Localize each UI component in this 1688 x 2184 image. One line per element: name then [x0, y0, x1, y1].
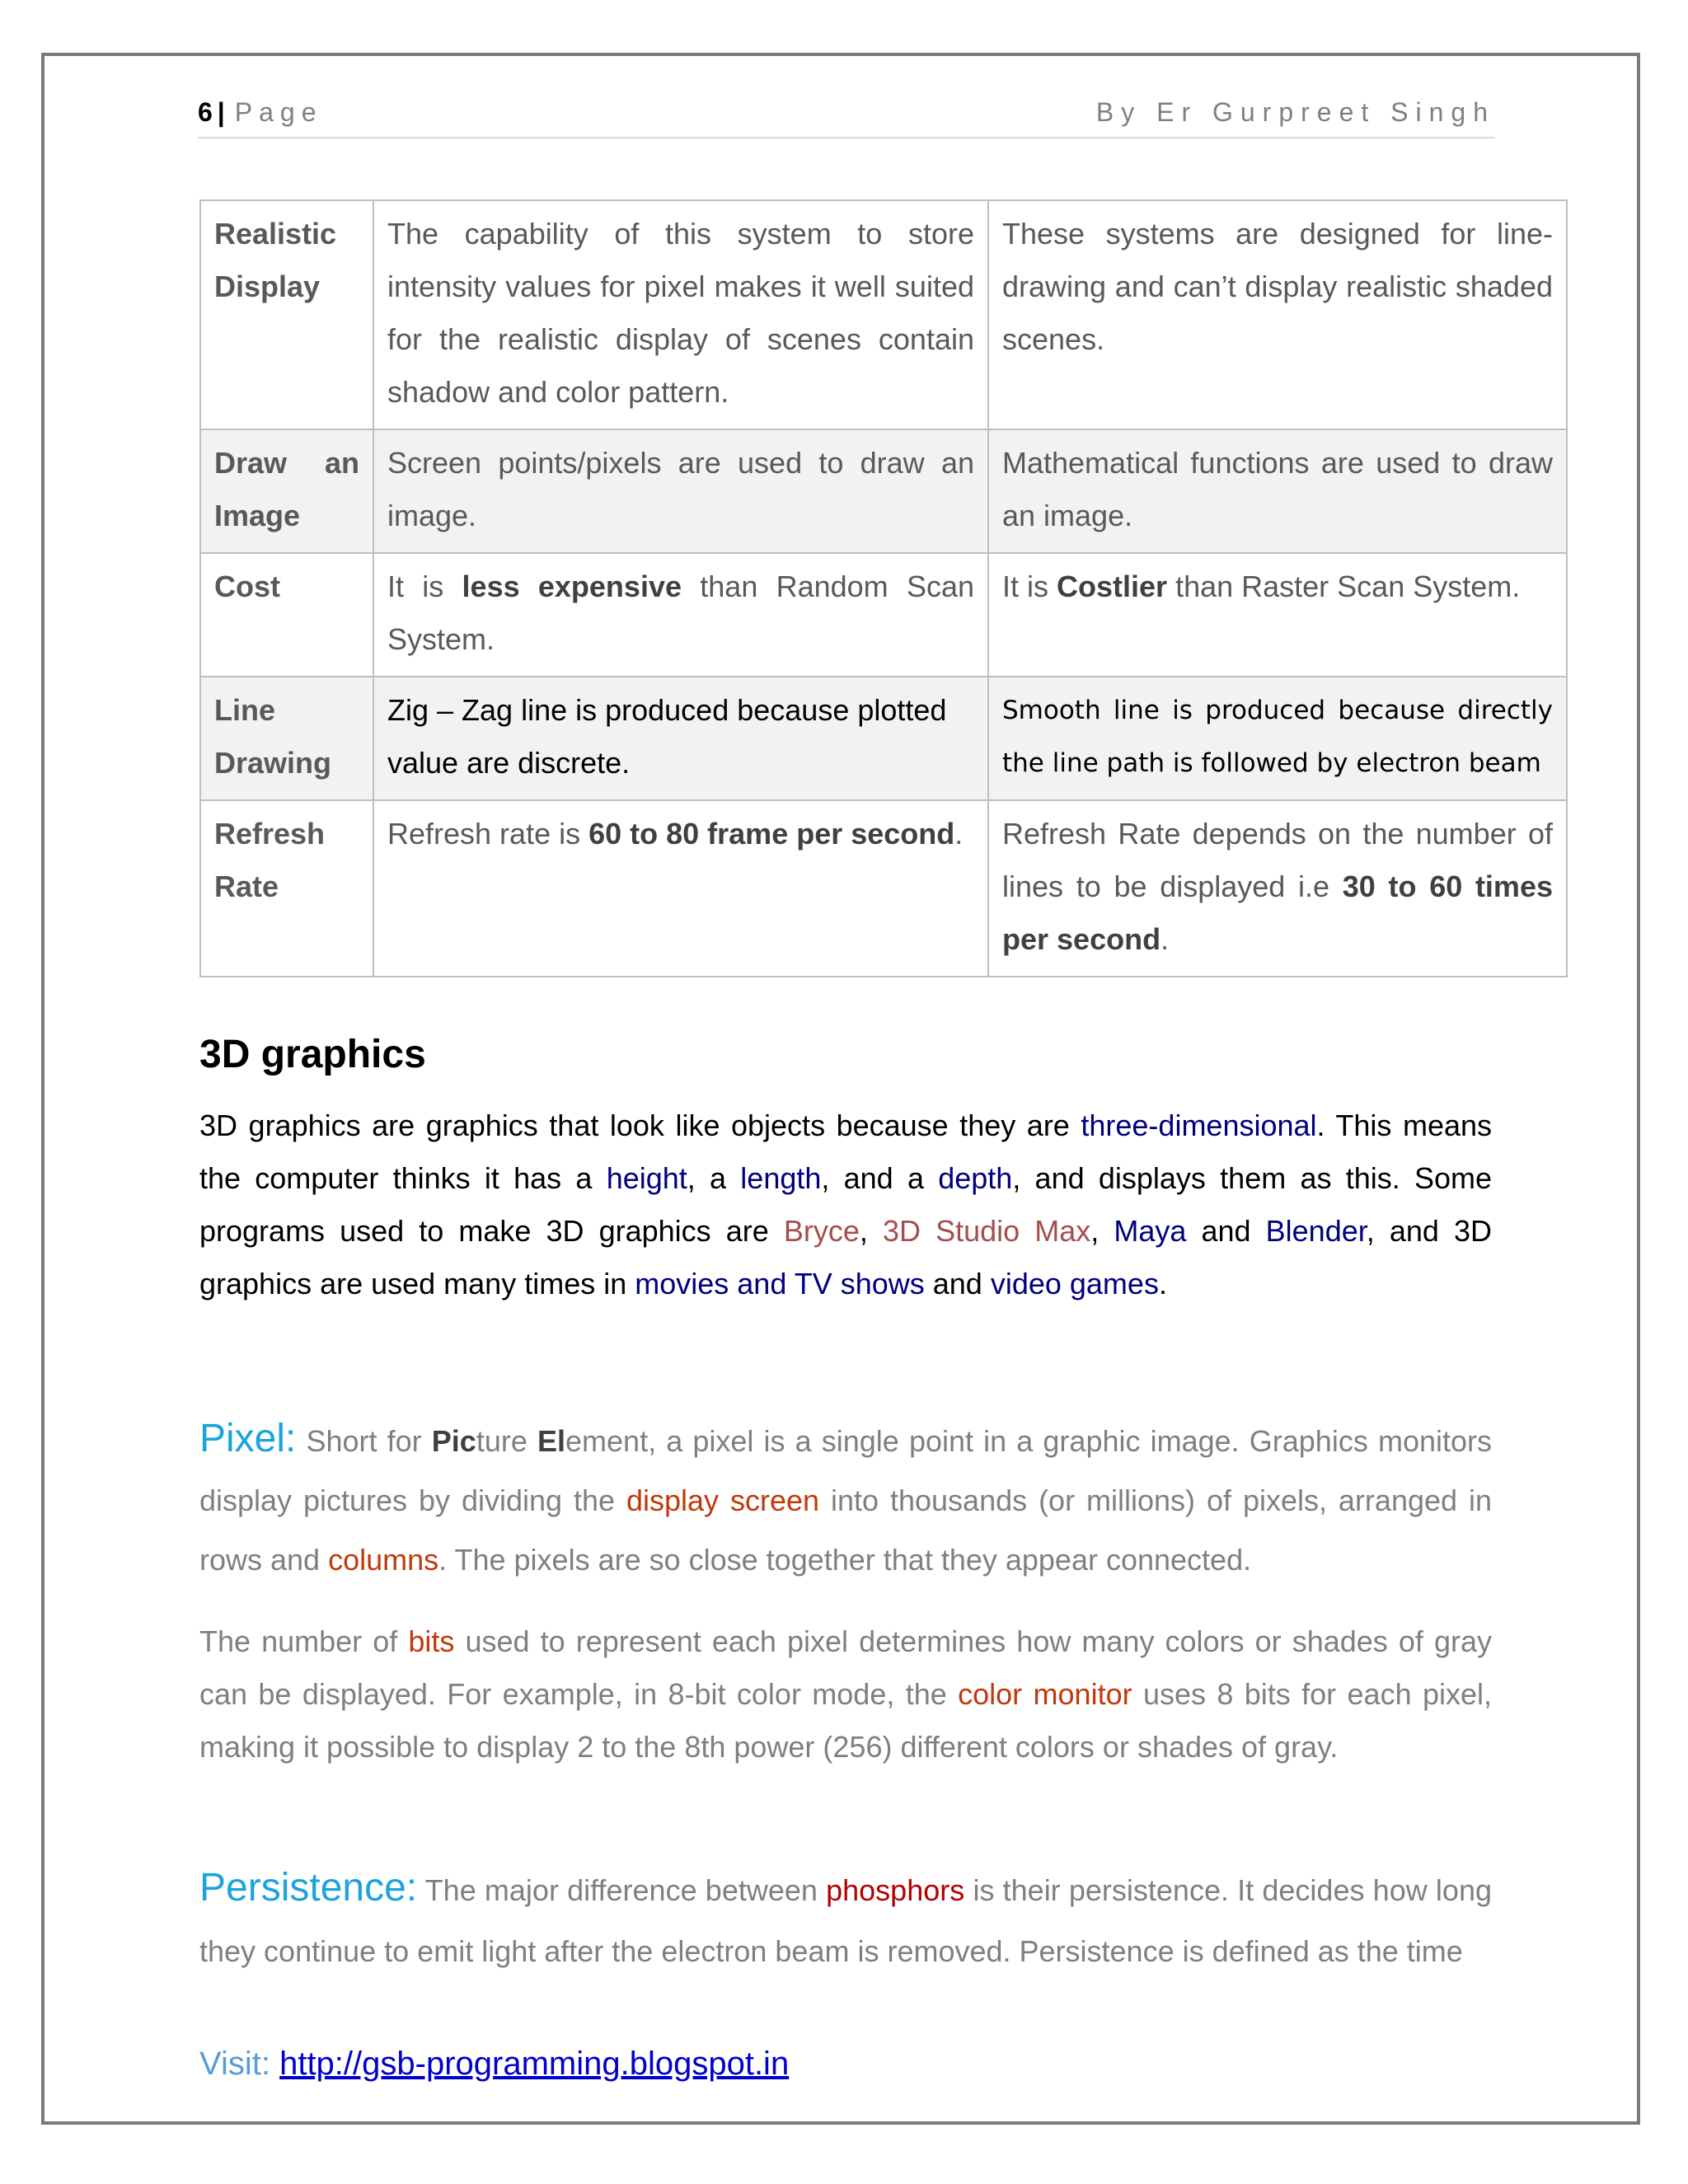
paragraph-3d: [199, 1099, 1492, 1310]
text: ,: [1090, 1214, 1114, 1248]
link-length[interactable]: length: [740, 1161, 822, 1195]
link-height[interactable]: height: [606, 1161, 687, 1195]
random-bold: Costlier: [1057, 569, 1168, 603]
text: , and a: [821, 1161, 939, 1195]
table-row: [200, 677, 1567, 800]
link-three-dimensional[interactable]: three-dimensional: [1081, 1108, 1317, 1142]
random-text: It is: [1002, 569, 1057, 603]
raster-text: Refresh rate is: [387, 817, 589, 851]
table-row: [200, 800, 1567, 977]
table-row: [200, 553, 1567, 677]
row-label: Cost: [200, 553, 373, 677]
random-text: than Raster Scan System.: [1167, 569, 1521, 603]
text: Short for: [296, 1424, 432, 1458]
text: into thousands (or millions) of pixels, arranged in rows and: [199, 1483, 1492, 1577]
text: , and displays them as this. Some programs used to make 3D graphics are: [199, 1161, 1493, 1248]
text: is their persistence. It decides how long they continue to emit light after the electron beam is removed. Persistence is defined as the time: [199, 1873, 1492, 1968]
visit-label: Visit:: [199, 2046, 280, 2082]
raster-cell: Zig – Zag line is produced because plotted value are discrete.: [373, 677, 988, 800]
link-display-screen[interactable]: display screen: [626, 1483, 820, 1517]
header-separator: |: [217, 97, 225, 127]
link-color-monitor[interactable]: color monitor: [958, 1677, 1132, 1711]
raster-cell: Screen points/pixels are used to draw an image.: [373, 429, 988, 553]
random-cell: Mathematical functions are used to draw an image.: [988, 429, 1567, 553]
link-maya[interactable]: Maya: [1114, 1214, 1187, 1248]
link-movies-tv[interactable]: movies and TV shows: [635, 1267, 925, 1301]
page-number-label: [198, 97, 322, 128]
text: ement, a pixel is a single point in a graphic image. Graphics monitors display pictures by dividing the: [199, 1424, 1492, 1517]
random-cell: [988, 553, 1567, 677]
link-bits[interactable]: bits: [408, 1624, 455, 1658]
text: .: [1158, 1267, 1167, 1301]
raster-cell: [373, 800, 988, 977]
link-columns[interactable]: columns: [328, 1543, 439, 1577]
raster-text: It is: [387, 569, 462, 603]
table-row: [200, 429, 1567, 553]
row-label: Line Drawing: [200, 677, 373, 800]
link-phosphors[interactable]: phosphors: [826, 1873, 965, 1907]
text: ,: [859, 1214, 883, 1248]
footer-url-link[interactable]: http://gsb-programming.blogspot.in: [279, 2046, 790, 2082]
link-video-games[interactable]: video games: [990, 1267, 1159, 1301]
row-label: Realistic Display: [200, 200, 373, 429]
random-cell: These systems are designed for line-drawing and can’t display realistic shaded scenes.: [988, 200, 1567, 429]
raster-bold: 60 to 80 frame per second: [588, 817, 955, 851]
text: , a: [687, 1161, 741, 1195]
page-number: 6: [198, 97, 213, 127]
section-heading-3d: 3D graphics: [199, 1033, 426, 1076]
text-bold: El: [537, 1424, 566, 1458]
paragraph-pixel: [199, 1409, 1492, 1590]
row-label: Draw an Image: [200, 429, 373, 553]
raster-bold: less expensive: [462, 569, 682, 603]
text-bold: Pic: [431, 1424, 476, 1458]
text: uses 8 bits for each pixel, making it possible to display 2 to the 8th power (256) different colors or shades of gray.: [199, 1677, 1493, 1764]
author-label: By Er Gurpreet Singh: [1095, 97, 1495, 127]
link-bryce[interactable]: Bryce: [783, 1214, 860, 1248]
page-word: Page: [234, 97, 323, 127]
text: . This means the computer thinks it has a: [199, 1108, 1493, 1195]
text: used to represent each pixel determines how many colors or shades of gray can be displayed. For example, in 8-bit color mode, the: [199, 1624, 1493, 1711]
random-bold: 30 to 60 times per second: [1002, 869, 1553, 956]
text: 3D graphics are graphics that look like objects because they are: [199, 1108, 1081, 1142]
link-3d-studio-max[interactable]: 3D Studio Max: [883, 1214, 1091, 1248]
term-persistence: Persistence:: [199, 1866, 418, 1910]
raster-cell: [373, 553, 988, 677]
raster-text: than Random Scan System.: [387, 569, 974, 656]
random-cell: Smooth line is produced because directly the line path is followed by electron beam: [988, 677, 1567, 800]
comparison-table: [199, 199, 1568, 977]
page-footer: [199, 2046, 789, 2083]
raster-text: .: [954, 817, 964, 851]
paragraph-bits: [199, 1615, 1492, 1774]
random-text: Refresh Rate depends on the number of lines to be displayed i.e: [1002, 817, 1553, 903]
random-cell: [988, 800, 1567, 977]
raster-cell: The capability of this system to store intensity values for pixel makes it well suited for the realistic display of scenes contain shadow and color pattern.: [373, 200, 988, 429]
page-header: [198, 97, 1495, 138]
text: and: [924, 1267, 991, 1301]
link-depth[interactable]: depth: [938, 1161, 1013, 1195]
text: The number of: [199, 1624, 409, 1658]
text: . The pixels are so close together that they appear connected.: [438, 1543, 1252, 1577]
term-pixel: Pixel:: [199, 1417, 297, 1460]
table-row: [200, 200, 1567, 429]
random-text: .: [1160, 922, 1170, 956]
row-label: Refresh Rate: [200, 800, 373, 977]
text: ture: [476, 1424, 537, 1458]
text: and: [1186, 1214, 1266, 1248]
paragraph-persistence: [199, 1858, 1492, 1982]
link-blender[interactable]: Blender: [1265, 1214, 1367, 1248]
text: The major difference between: [417, 1873, 827, 1907]
text: , and 3D graphics are used many times in: [199, 1214, 1493, 1301]
